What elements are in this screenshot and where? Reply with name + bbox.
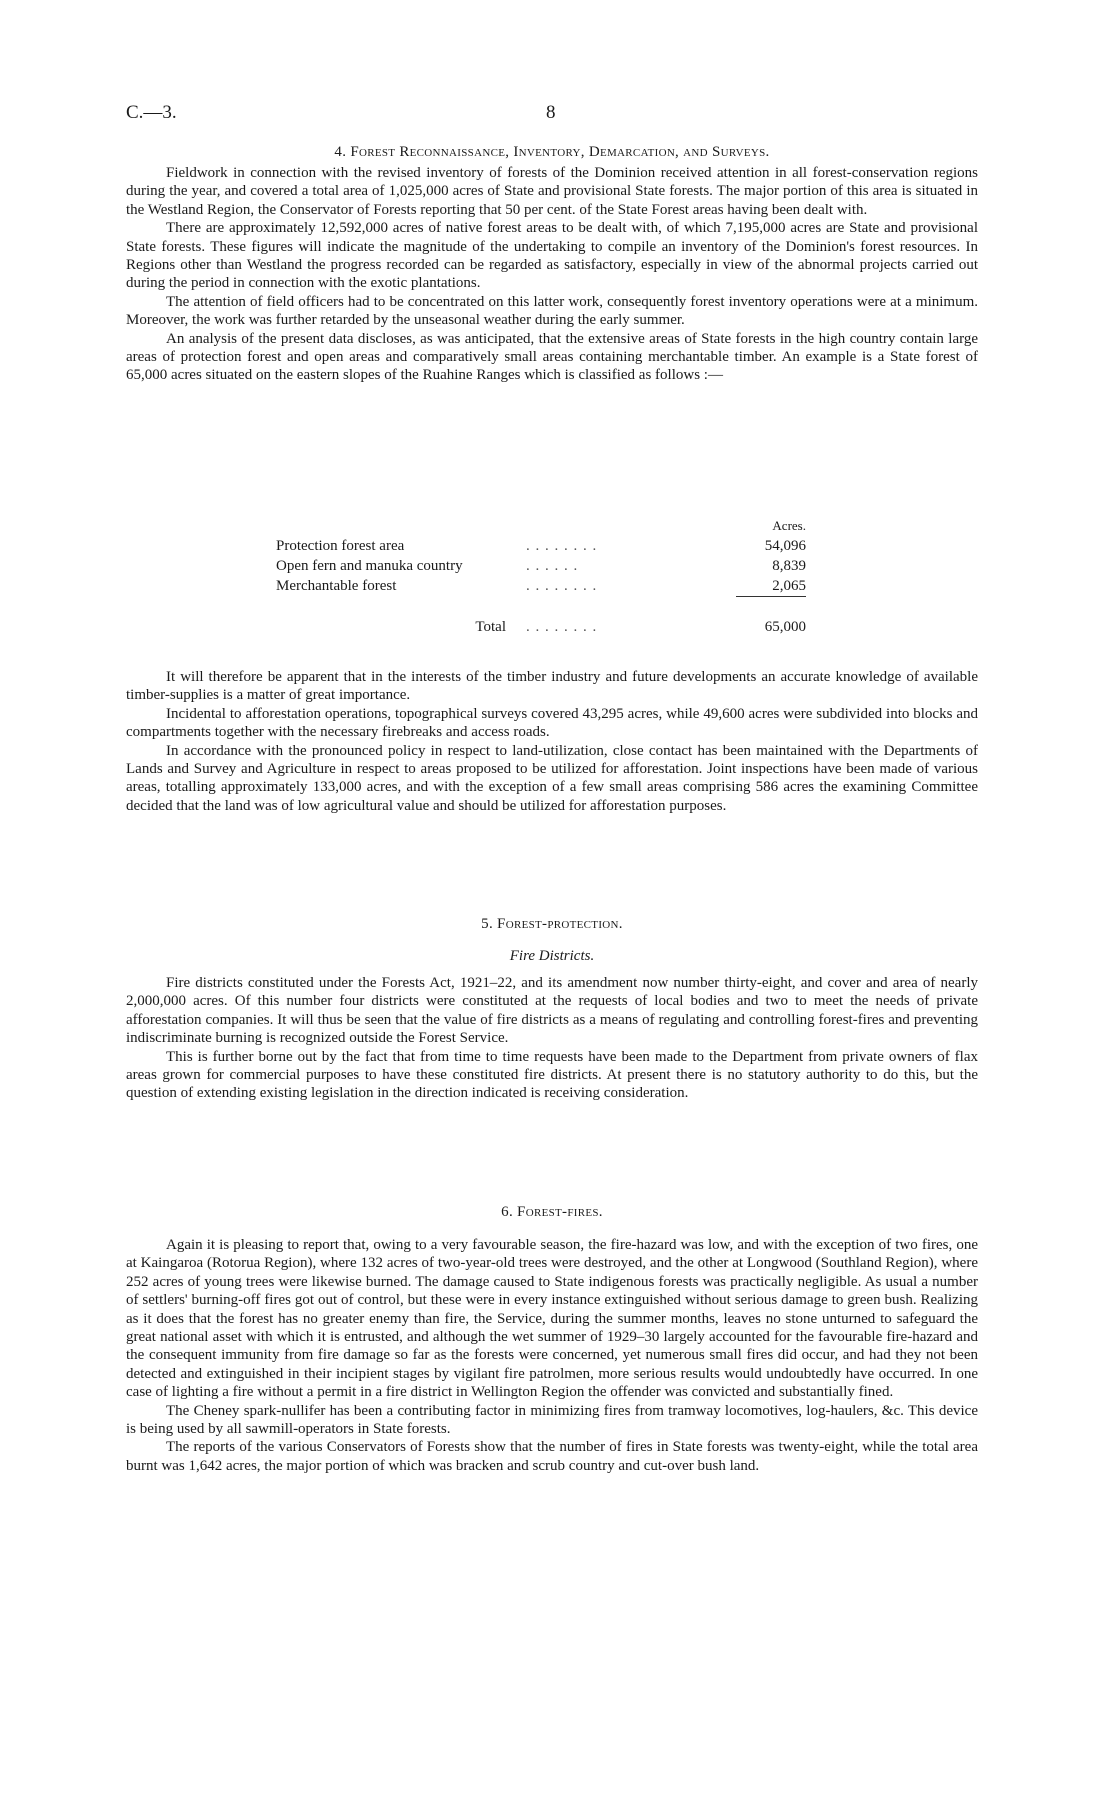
paragraph: Fieldwork in connection with the revised inventory of forests of the Dominion received attention in all forest-conservation regions during the year, and covered a total area of 1,025,000 acres of State and provisional State forests. The major portion of this area is situated in the Westland Region, the Conservator of Forests reporting that 50 per cent. of the State Forest areas having been dealt with. [126, 165, 978, 218]
paragraph: Fire districts constituted under the Forests Act, 1921–22, and its amendment now number thirty-eight, and cover and area of nearly 2,000,000 acres. Of this number four districts were constituted at the requests of local bodies and two to meet the needs of private afforestation companies. It will thus be seen that the value of fire districts as a means of regulating and controlling forest-fires and preventing indiscriminate burning is recognized outside the Forest Service. [126, 975, 978, 1047]
table-row [276, 556, 806, 576]
acreage-table [276, 516, 806, 637]
section-6-body [126, 1236, 978, 1475]
section-5-subheading: Fire Districts. [509, 948, 595, 964]
row-value: 8,839 [772, 558, 806, 574]
row-label: Protection forest area [276, 538, 405, 554]
leader-dots: . . . . . . . . [526, 538, 598, 554]
page-header [126, 102, 978, 126]
paragraph: The attention of field officers had to be concentrated on this latter work, consequently forest inventory operations were at a minimum. Moreover, the work was further retarded by the unseasonal weather during the early summer. [126, 293, 978, 329]
table-row [276, 576, 806, 597]
total-label: Total [475, 618, 506, 635]
paragraph: It will therefore be apparent that in the interests of the timber industry and future developments an accurate knowledge of available timber-supplies is a matter of great importance. [126, 669, 978, 704]
row-label: Open fern and manuka country [276, 558, 463, 574]
section-6 [126, 1204, 978, 1221]
paragraph: There are approximately 12,592,000 acres of native forest areas to be dealt with, of which 7,195,000 acres are State and provisional State forests. These figures will indicate the magnitude of the undertaking to compile an inventory of the Dominion's forest resources. In Regions other than Westland the progress recorded can be regarded as satisfactory, especially in view of the abnormal projects carried out during the period in connection with the exotic plantations. [126, 220, 978, 292]
acreage-table-block [276, 516, 836, 637]
table-total-row [276, 617, 806, 637]
page-number: 8 [546, 102, 556, 123]
leader-dots: . . . . . . . . [526, 618, 598, 635]
paragraph: An analysis of the present data discloses, as was anticipated, that the extensive areas of State forests in the high country contain large areas of protection forest and open areas and comparatively small areas containing merchantable timber. An example is a State forest of 65,000 acres situated on the eastern slopes of the Ruahine Ranges which is classified as follows :— [126, 330, 978, 384]
report-reference: C.—3. [126, 102, 177, 123]
paragraph: In accordance with the pronounced policy in respect to land-utilization, close contact has been maintained with the Departments of Lands and Survey and Agriculture in respect to areas proposed to be utilized for afforestation. Joint inspections have been made of various areas, totalling approximately 133,000 acres, and with the exception of a few small areas comprising 586 acres the examining Committee decided that the land was of low agricultural value and should be utilized for afforestation purposes. [126, 742, 978, 814]
leader-dots: . . . . . . [526, 558, 579, 574]
section-5 [126, 916, 978, 933]
section-4 [126, 144, 978, 161]
section-5-heading: 5. Forest-protection. [481, 916, 623, 932]
paragraph: This is further borne out by the fact that from time to time requests have been made to the Department from private owners of flax areas grown for commercial purposes to have these constituted fire districts. At present there is no statutory authority to do this, but the question of extending existing legislation in the direction indicated is receiving consideration. [126, 1048, 978, 1102]
row-value: 54,096 [764, 538, 806, 554]
section-4-heading: 4. Forest Reconnaissance, Inventory, Demarcation, and Surveys. [334, 144, 770, 160]
row-label: Merchantable forest [276, 578, 397, 595]
total-value: 65,000 [764, 618, 806, 635]
row-value: 2,065 [772, 578, 806, 594]
section-5-subheading-block [126, 948, 978, 965]
section-4-body-continued [126, 668, 978, 815]
section-4-body [126, 164, 978, 385]
acres-column-header: Acres. [772, 518, 806, 533]
paragraph: Again it is pleasing to report that, owing to a very favourable season, the fire-hazard was low, and with the exception of two fires, one at Kaingaroa (Rotorua Region), where 132 acres of two-year-old trees were destroyed, and the other at Longwood (Southland Region), where 252 acres of young trees were likewise burned. The damage caused to State indigenous forests was practically negligible. As usual a number of settlers' burning-off fires got out of control, but these were in every instance extinguished without serious damage to green bush. Realizing as it does that the forest has no greater enemy than fire, the Service, during the summer months, leaves no stone unturned to safeguard the great national asset with which it is entrusted, and although the wet summer of 1929–30 largely accounted for the favourable fire-hazard and the consequent immunity from fire damage so far as the forests were concerned, yet numerous small fires did occur, and had they not been detected and extinguished in their incipient stages by vigilant fire patrolmen, more serious results would undoubtedly have occurred. In one case of lighting a fire without a permit in a fire district in Wellington Region the offender was convicted and substantially fined. [126, 1237, 978, 1401]
paragraph: Incidental to afforestation operations, topographical surveys covered 43,295 acres, while 49,600 acres were subdivided into blocks and compartments together with the necessary firebreaks and access roads. [126, 705, 978, 741]
section-5-body [126, 974, 978, 1103]
table-row [276, 536, 806, 556]
paragraph: The reports of the various Conservators of Forests show that the number of fires in State forests was twenty-eight, while the total area burnt was 1,642 acres, the major portion of which was bracken and scrub country and cut-over bush land. [126, 1439, 978, 1474]
paragraph: The Cheney spark-nullifer has been a contributing factor in minimizing fires from tramway locomotives, log-haulers, &c. This device is being used by all sawmill-operators in State forests. [126, 1402, 978, 1438]
leader-dots: . . . . . . . . [526, 578, 598, 595]
section-6-heading: 6. Forest-fires. [501, 1204, 603, 1220]
